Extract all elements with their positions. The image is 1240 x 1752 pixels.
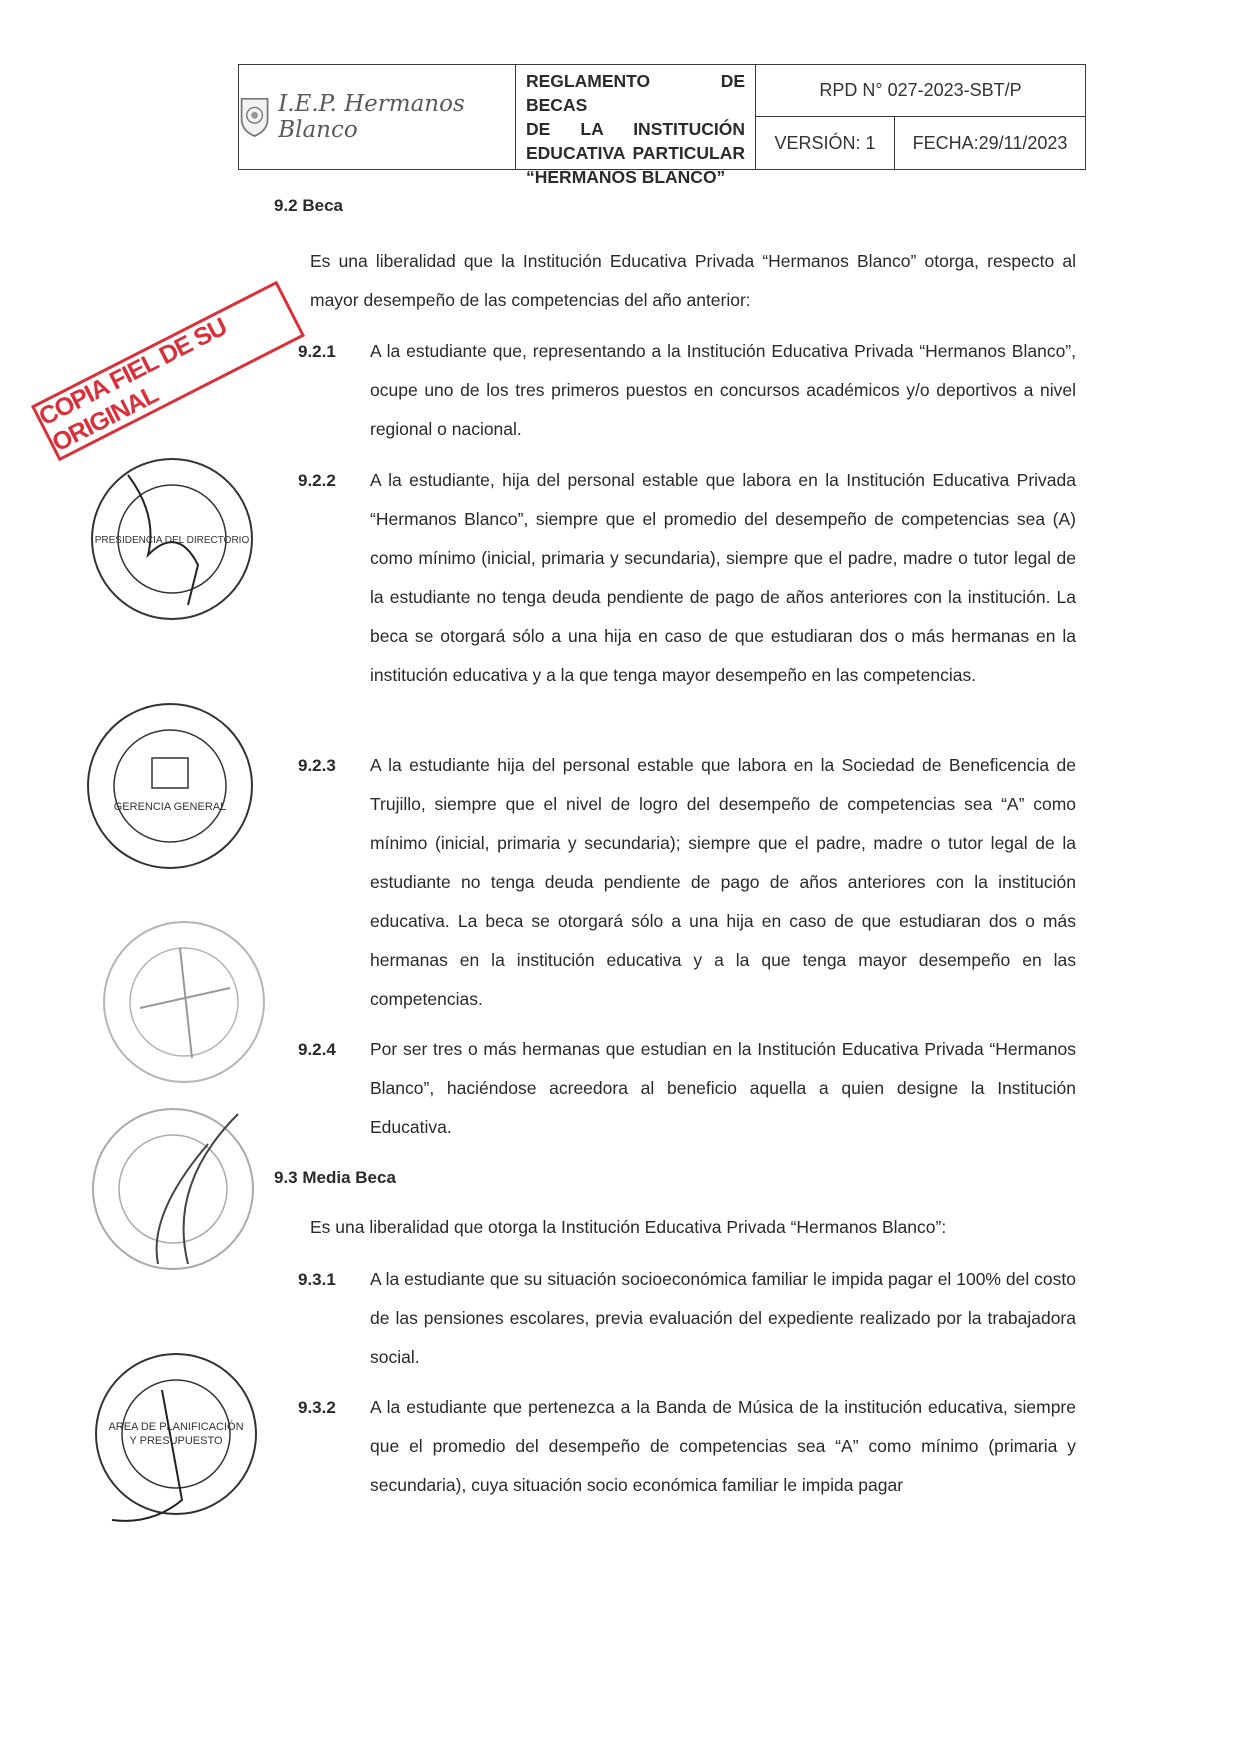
seal-center-text: GERENCIA GENERAL (113, 801, 227, 813)
document-header (238, 64, 1086, 187)
document-title (516, 65, 756, 187)
school-logo-text: I.E.P. Hermanos Blanco (278, 91, 465, 143)
list-item (298, 332, 1076, 449)
item-text: Por ser tres o más hermanas que estudian en la Institución Educativa Privada “Hermanos Blanco”, haciéndose acreedora al beneficio aquella a quien designe la Institución Educativa. (370, 1039, 1076, 1137)
item-text: A la estudiante que su situación socioeconómica familiar le impida pagar el 100% del costo de las pensiones escolares, previa evaluación del expediente realizado por la trabajadora social. (370, 1269, 1076, 1367)
list-item (298, 1030, 1076, 1147)
school-crest-icon (239, 93, 270, 141)
seal-center-text: Y PRESUPUESTO (129, 1435, 223, 1447)
document-meta (756, 65, 1085, 169)
section-heading-9-2: 9.2 Beca (274, 196, 343, 215)
document-version: VERSIÓN: 1 (756, 117, 895, 169)
item-text: A la estudiante que, representando a la Institución Educativa Privada “Hermanos Blanco”, ocupe uno de los tres primeros puestos en concursos académicos y/o deportivos a nivel regional o nacional. (370, 341, 1076, 439)
list-item (298, 746, 1076, 1019)
title-line: DE LA INSTITUCIÓN (526, 119, 745, 139)
list-item (298, 1260, 1076, 1377)
item-number: 9.2.3 (298, 756, 336, 775)
item-number: 9.2.2 (298, 471, 336, 490)
logo-cell (239, 65, 516, 169)
item-number: 9.2.1 (298, 342, 336, 361)
list-item (298, 461, 1076, 695)
section-intro-9-2: Es una liberalidad que la Institución Educativa Privada “Hermanos Blanco” otorga, respecto al mayor desempeño de las competencias del año anterior: (310, 251, 1076, 310)
item-number: 9.3.1 (298, 1270, 336, 1289)
section-intro-9-3: Es una liberalidad que otorga la Institución Educativa Privada “Hermanos Blanco”: (310, 1217, 947, 1237)
copia-fiel-stamp: COPIA FIEL DE SU ORIGINAL (31, 281, 305, 462)
document-date: FECHA:29/11/2023 (912, 132, 1068, 153)
seal-asesoria (100, 918, 268, 1086)
item-text: A la estudiante hija del personal estable que labora en la Sociedad de Beneficencia de Trujillo, siempre que el nivel de logro del desempeño de competencias sea “A” como mínimo (inicial, primaria y secundaria); siempre que el padre, madre o tutor legal de la estudiante no tenga deuda pendiente de pago de años anteriores con la institución educativa. La beca se otorgará sólo a una hija en caso de que estudiaran dos o más hermanas en la institución educativa y a la que tenga mayor desempeño en las competencias. (370, 755, 1076, 1009)
document-code: RPD N° 027-2023-SBT/P (756, 65, 1085, 117)
item-text: A la estudiante que pertenezca a la Banda de Música de la institución educativa, siempre que el promedio del desempeño de competencias sea “A” como mínimo (primaria y secundaria), cuya situación socio económica familiar le impida pagar (370, 1397, 1076, 1495)
version-row (756, 117, 1085, 169)
seal-planificacion (92, 1350, 260, 1530)
title-line: “HERMANOS BLANCO” (526, 167, 726, 187)
seal-gerencia-general (84, 700, 256, 872)
section-heading-9-3: 9.3 Media Beca (274, 1168, 396, 1187)
seal-center-text: AREA DE PLANIFICACIÓN (108, 1421, 244, 1433)
title-line: EDUCATIVA PARTICULAR (526, 143, 745, 163)
title-line: REGLAMENTO DE BECAS (526, 71, 745, 115)
seal-presidencia (88, 455, 256, 623)
list-item (298, 1388, 1076, 1505)
item-number: 9.3.2 (298, 1398, 336, 1417)
item-number: 9.2.4 (298, 1040, 336, 1059)
seal-center-text: PRESIDENCIA DEL DIRECTORIO (94, 535, 250, 546)
item-text: A la estudiante, hija del personal estable que labora en la Institución Educativa Privada “Hermanos Blanco”, siempre que el promedio del desempeño de competencias sea (A) como mínimo (inicial, primaria y secundaria), siempre que el padre, madre o tutor legal de la estudiante no tenga deuda pendiente de pago de años anteriores con la institución. La beca se otorgará sólo a una hija en caso de que estudiaran dos o más hermanas en la institución educativa y a la que tenga mayor desempeño en las competencias. (370, 470, 1076, 685)
seal-gerencia-administrativa (88, 1104, 258, 1274)
